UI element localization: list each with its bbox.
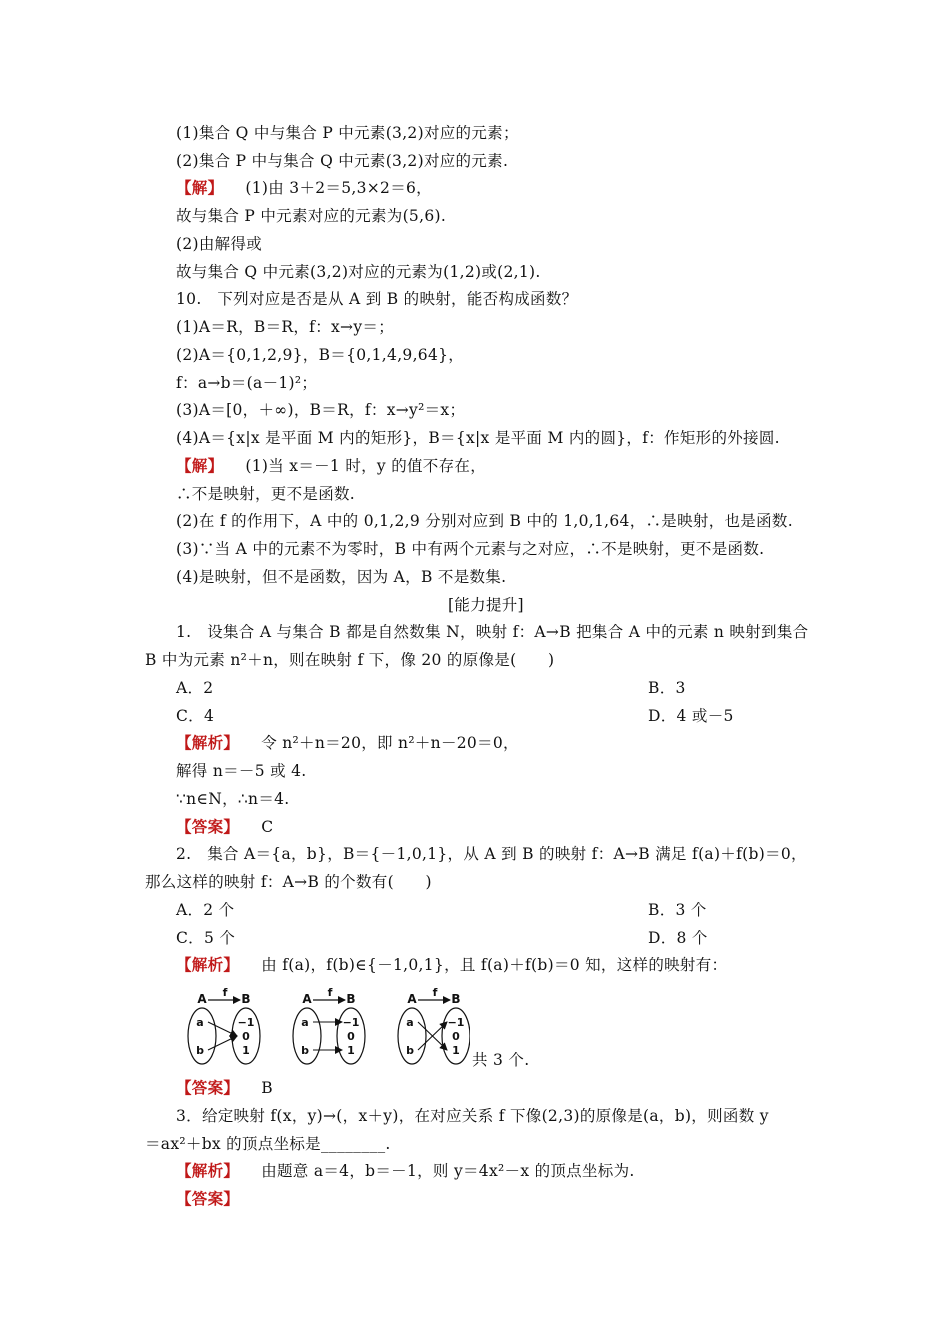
text-line <box>176 1189 239 1209</box>
text-line: 解得 n＝－5 或 4. <box>176 762 307 780</box>
text-line: (1)A＝R，B＝R，f：x→y＝； <box>176 318 395 336</box>
set-a-label: A <box>302 992 312 1006</box>
text-line: (3)∵当 A 中的元素不为零时，B 中有两个元素与之对应，∴不是映射，更不是函数. <box>176 540 765 558</box>
map-f-label: f <box>222 986 228 999</box>
b-element: 1 <box>242 1044 250 1057</box>
option-d: D．8 个 <box>648 929 708 947</box>
set-b-label: B <box>451 992 461 1006</box>
b-element: 1 <box>452 1044 460 1057</box>
text-line: 【答案】 C <box>176 817 274 836</box>
solution-tag: 【解】 <box>176 178 224 197</box>
solution-tag: 【解】 <box>176 456 224 475</box>
text-line: (4)是映射，但不是函数，因为 A，B 不是数集. <box>176 568 507 586</box>
text-line: ＝ax²＋bx 的顶点坐标是________. <box>145 1135 391 1153</box>
a-element: a <box>196 1016 204 1029</box>
text-line: 【答案】 B <box>176 1078 273 1097</box>
text-line: (1)集合 Q 中与集合 P 中元素(3,2)对应的元素； <box>176 124 519 142</box>
text-line: 那么这样的映射 f：A→B 的个数有( ) <box>145 873 432 891</box>
b-element: −1 <box>447 1016 465 1029</box>
mapping-diagram <box>188 986 260 1064</box>
b-element: −1 <box>342 1016 360 1029</box>
analysis-tag: 【解析】 <box>176 1161 240 1180</box>
analysis-tag: 【解析】 <box>176 955 240 974</box>
text-line: 1. 设集合 A 与集合 B 都是自然数集 N，映射 f：A→B 把集合 A 中的元素 n 映射到集合 <box>176 623 809 641</box>
text-line: 【解析】 由 f(a)，f(b)∈{－1,0,1}，且 f(a)＋f(b)＝0 知，这样的映射有： <box>176 955 728 974</box>
text-line: f：a→b＝(a－1)²； <box>176 374 318 392</box>
text-line: (3)A＝[0，＋∞)，B＝R，f：x→y²＝x； <box>176 401 466 419</box>
a-element: b <box>406 1044 414 1057</box>
text-line: (2)在 f 的作用下，A 中的 0,1,2,9 分别对应到 B 中的 1,0,1,64，∴是映射，也是函数. <box>176 512 793 530</box>
option-b: B．3 <box>648 679 686 697</box>
b-element: 0 <box>347 1030 355 1043</box>
b-element: 0 <box>242 1030 250 1043</box>
text-line: 共 3 个. <box>472 1051 530 1069</box>
b-element: 1 <box>347 1044 355 1057</box>
text-line: (2)由解得或 <box>176 235 263 253</box>
option-d: D．4 或－5 <box>648 707 734 725</box>
map-f-label: f <box>327 986 333 999</box>
text-line: 故与集合 Q 中元素(3,2)对应的元素为(1,2)或(2,1). <box>176 263 541 281</box>
set-a-label: A <box>197 992 207 1006</box>
text-line: 2. 集合 A＝{a，b}，B＝{－1,0,1}，从 A 到 B 的映射 f：A→B 满足 f(a)＋f(b)＝0， <box>176 845 807 863</box>
text-line: ∴不是映射，更不是函数. <box>176 485 356 503</box>
mapping-diagram <box>398 986 470 1064</box>
option-c: C．4 <box>176 707 215 725</box>
text-line: 【解析】 由题意 a＝4，b＝－1，则 y＝4x²－x 的顶点坐标为. <box>176 1161 635 1180</box>
option-c: C．5 个 <box>176 929 236 947</box>
answer-tag: 【答案】 <box>176 1189 240 1208</box>
a-element: a <box>406 1016 414 1029</box>
a-element: b <box>196 1044 204 1057</box>
text-line: 【解】 (1)当 x＝－1 时，y 的值不存在， <box>176 456 487 475</box>
text-line: 3．给定映射 f(x，y)→(，x＋y)，在对应关系 f 下像(2,3)的原像是(a，b)，则函数 y <box>176 1107 769 1125</box>
text-line: 【解】 (1)由 3＋2＝5,3×2＝6， <box>176 178 432 197</box>
set-b-label: B <box>241 992 251 1006</box>
option-b: B．3 个 <box>648 901 707 919</box>
option-a: A．2 个 <box>176 901 235 919</box>
text-line: (2)A＝{0,1,2,9}，B＝{0,1,4,9,64}， <box>176 346 465 364</box>
section-heading: [能力提升] <box>448 596 524 614</box>
mapping-diagram <box>293 986 365 1064</box>
b-element: 0 <box>452 1030 460 1043</box>
mapping-diagrams <box>180 986 470 1066</box>
text-line: (2)集合 P 中与集合 Q 中元素(3,2)对应的元素. <box>176 152 509 170</box>
set-a-label: A <box>407 992 417 1006</box>
map-f-label: f <box>432 986 438 999</box>
a-element: a <box>301 1016 309 1029</box>
analysis-tag: 【解析】 <box>176 733 240 752</box>
text-line: 10. 下列对应是否是从 A 到 B 的映射，能否构成函数？ <box>176 290 578 308</box>
option-a: A．2 <box>176 679 214 697</box>
a-element: b <box>301 1044 309 1057</box>
text-line: 故与集合 P 中元素对应的元素为(5,6). <box>176 207 447 225</box>
text-line: (4)A＝{x|x 是平面 M 内的矩形}，B＝{x|x 是平面 M 内的圆}，f：作矩形的外接圆. <box>176 429 780 447</box>
text-line: B 中为元素 n²＋n，则在映射 f 下，像 20 的原像是( ) <box>145 651 555 669</box>
answer-tag: 【答案】 <box>176 1078 240 1097</box>
answer-tag: 【答案】 <box>176 817 240 836</box>
text-line: 【解析】 令 n²＋n＝20，即 n²＋n－20＝0， <box>176 733 519 752</box>
text-line: ∵n∈N，∴n＝4. <box>176 790 290 808</box>
b-element: −1 <box>237 1016 255 1029</box>
set-b-label: B <box>346 992 356 1006</box>
